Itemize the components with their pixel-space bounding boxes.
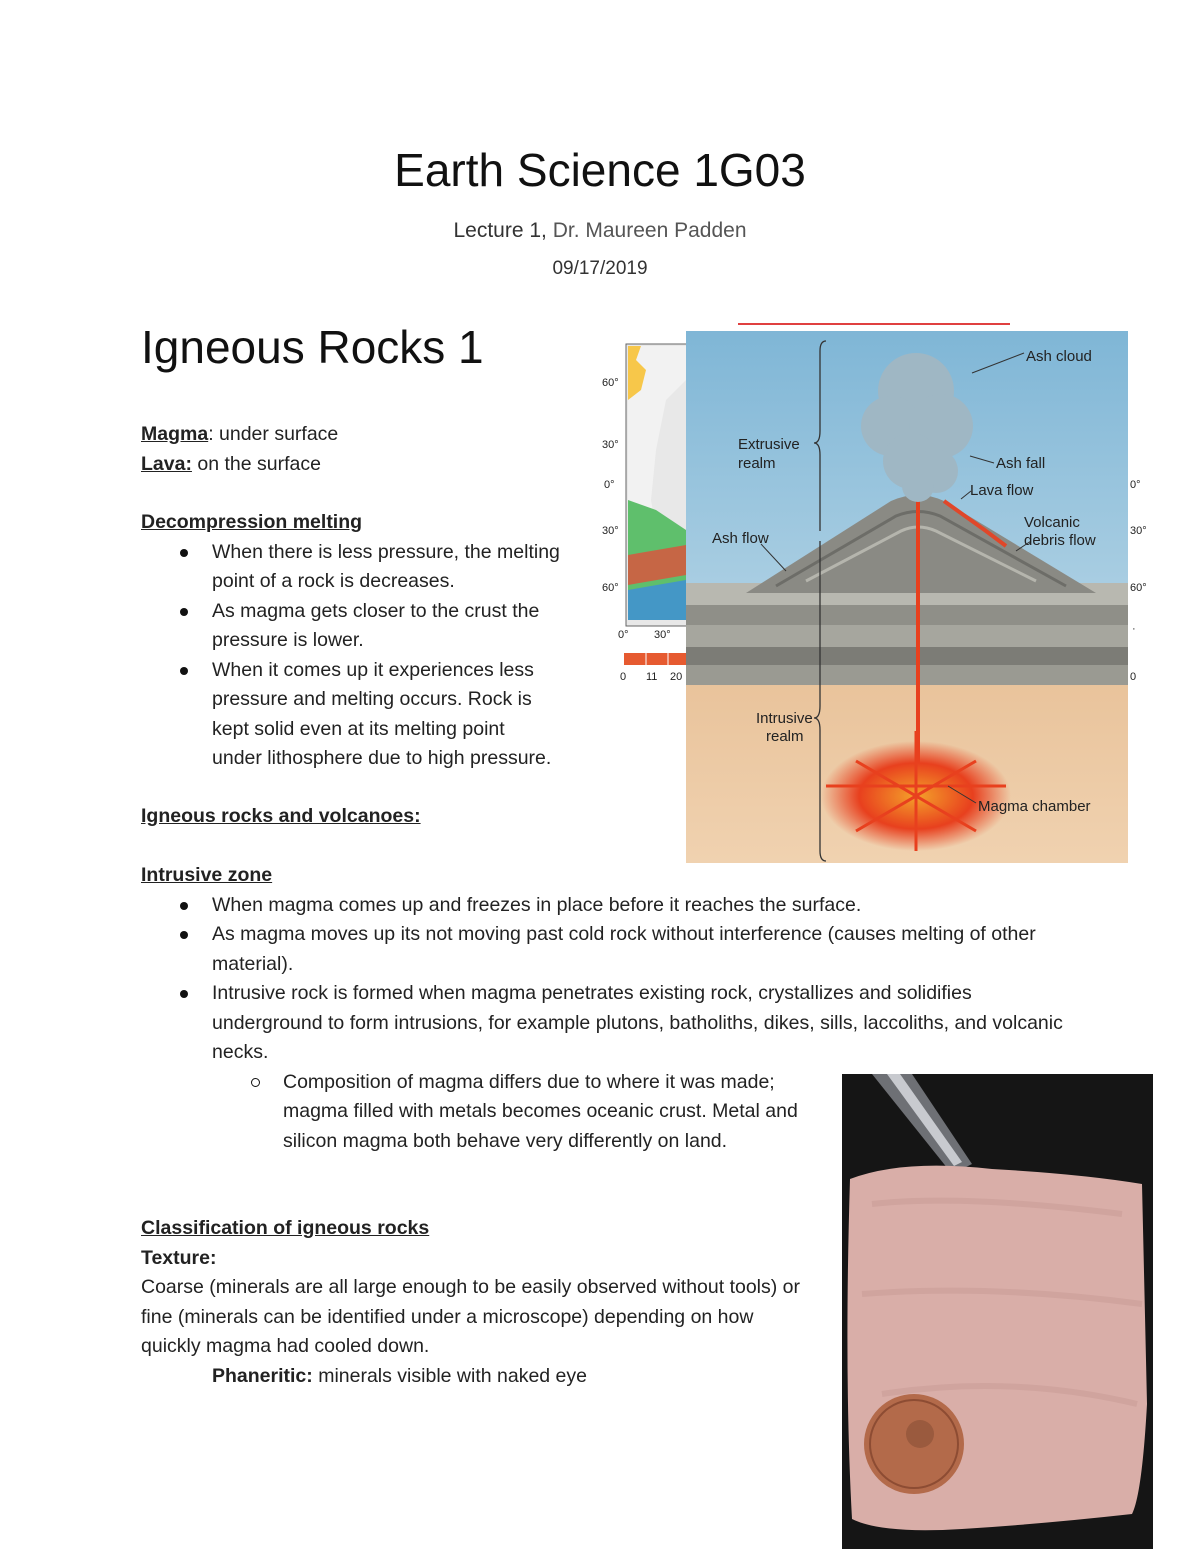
magma-definition <box>141 420 581 450</box>
classification-section <box>141 1214 801 1391</box>
magma-term: Magma <box>141 423 209 445</box>
right-tick: 30° <box>1130 525 1147 537</box>
phaneritic-line <box>141 1362 801 1392</box>
label-intrusive-realm: realm <box>766 728 804 745</box>
definitions-block <box>141 420 581 479</box>
label-magma-chamber: Magma chamber <box>978 798 1091 815</box>
classification-heading: Classification of igneous rocks <box>141 1217 430 1239</box>
scale-tick: 20 <box>670 671 683 683</box>
lecture-line <box>0 219 1200 243</box>
lat-tick: 0° <box>604 479 615 491</box>
lat-tick: 60° <box>602 377 619 389</box>
magma-text: : under surface <box>208 423 339 445</box>
list-item: When it comes up it experiences less pressure and melting occurs. Rock is kept solid even at its melting point under lithosphere due to high pressure. <box>212 656 552 774</box>
red-divider <box>738 323 1010 325</box>
label-extrusive: Extrusive <box>738 436 800 453</box>
right-tick: 0° <box>1130 479 1141 491</box>
lon-tick: 0° <box>618 629 629 641</box>
lava-term: Lava: <box>141 452 192 475</box>
texture-text: Coarse (minerals are all large enough to be easily observed without tools) or fine (minerals can be identified under a microscope) depending on how quickly magma had cooled down. <box>141 1276 801 1357</box>
label-ash-flow: Ash flow <box>712 530 769 547</box>
scale-tick: 11 <box>646 671 658 683</box>
phaneritic-text: minerals visible with naked eye <box>312 1364 587 1387</box>
phaneritic-label: Phaneritic: <box>212 1364 313 1387</box>
lat-tick: 30° <box>602 439 619 451</box>
lecture-prefix: Lecture 1, <box>453 219 547 242</box>
section-title: Igneous Rocks 1 <box>141 321 484 373</box>
label-intrusive: Intrusive <box>756 710 813 727</box>
label-lava-flow: Lava flow <box>970 482 1034 499</box>
list-item: As magma moves up its not moving past cold rock without interference (causes melting of other material). <box>212 920 1067 979</box>
decompression-heading: Decompression melting <box>141 511 363 533</box>
scale-tick: 0 <box>620 671 627 683</box>
label-volcanic: Volcanic <box>1024 514 1080 531</box>
intrusive-heading: Intrusive zone <box>141 864 273 886</box>
rock-sample-photo <box>842 1074 1153 1549</box>
lava-definition <box>141 450 581 480</box>
right-tick: · <box>1132 623 1136 635</box>
right-tick: 0 <box>1130 671 1137 683</box>
label-ash-fall: Ash fall <box>996 455 1046 472</box>
label-debris-flow: debris flow <box>1024 532 1096 549</box>
lat-tick: 30° <box>602 525 619 537</box>
lecture-date: 09/17/2019 <box>552 258 648 279</box>
crust-layers <box>686 583 1128 685</box>
texture-label: Texture: <box>141 1246 217 1269</box>
list-item: Intrusive rock is formed when magma penetrates existing rock, crystallizes and solidifies underground to form intrusions, for example plutons, batholiths, dikes, sills, laccoliths, and volcanic necks. <box>212 979 1067 1068</box>
decompression-list <box>212 538 592 774</box>
lon-tick: 30° <box>654 629 671 641</box>
decompression-section <box>141 508 591 774</box>
list-item: When there is less pressure, the melting point of a rock is decreases. <box>212 538 592 597</box>
volcano-diagram <box>686 331 1128 863</box>
lava-text: on the surface <box>191 452 321 475</box>
lecturer-name: Dr. Maureen Padden <box>552 219 747 242</box>
sub-list-item: Composition of magma differs due to where it was made; magma filled with metals becomes oceanic crust. Metal and silicon magma both behave very differently on land. <box>283 1068 828 1157</box>
volcanoes-heading: Igneous rocks and volcanoes: <box>141 805 421 827</box>
intrusive-list <box>212 891 1067 1068</box>
document-title: Earth Science 1G03 <box>394 144 806 196</box>
lat-tick: 60° <box>602 582 619 594</box>
list-item: When magma comes up and freezes in place before it reaches the surface. <box>212 891 1067 921</box>
intrusive-sublist <box>283 1068 828 1157</box>
label-ash-cloud: Ash cloud <box>1026 348 1092 365</box>
age-scale-bar <box>624 653 686 665</box>
right-tick: 60° <box>1130 582 1147 594</box>
label-extrusive-realm: realm <box>738 455 776 472</box>
list-item: As magma gets closer to the crust the pressure is lower. <box>212 597 592 656</box>
